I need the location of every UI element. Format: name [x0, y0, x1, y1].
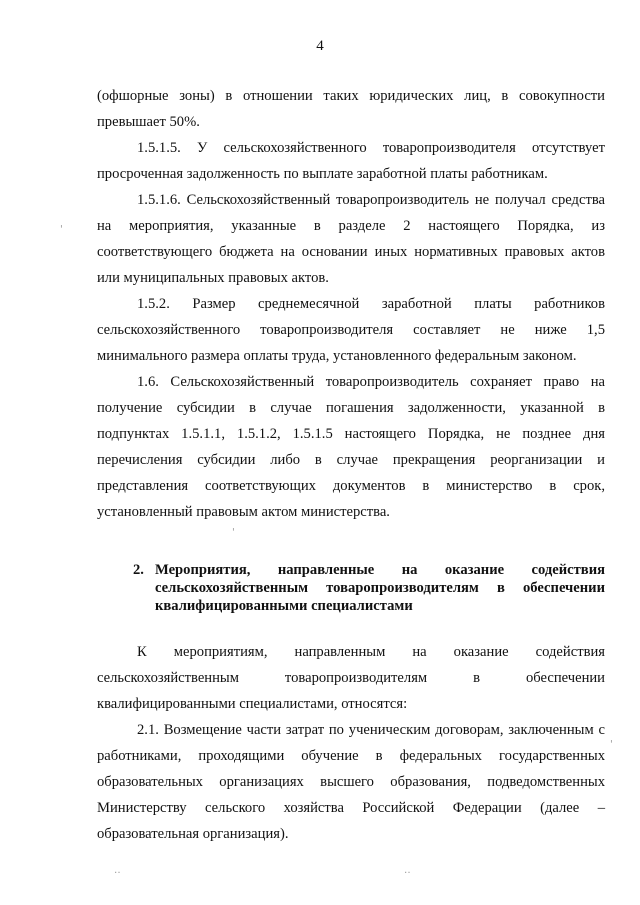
paragraph-1-5-1-6: 1.5.1.6. Сельскохозяйственный товаропроизводитель не получал средства на мероприятия, указанные в разделе 2 настоящего Порядка, из соответствующего бюджета на основании иных нормативных правовых актов или муниципальных правовых актов.	[97, 192, 605, 286]
section-2-title: Мероприятия, направленные на оказание содействия сельскохозяйственным товаропроизводителям в обеспечении квалифицированными специалистами	[155, 562, 605, 614]
paragraph-section-2-intro: К мероприятиям, направленным на оказание содействия сельскохозяйственным товаропроизводителям в обеспечении квалифицированными специалистами, относятся:	[97, 644, 605, 712]
document-body	[97, 83, 605, 847]
paragraph-1-5-2: 1.5.2. Размер среднемесячной заработной платы работников сельскохозяйственного товаропроизводителя составляет не ниже 1,5 минимального размера оплаты труда, установленного федеральным законом.	[97, 296, 605, 364]
paragraph-offshore-continuation: (офшорные зоны) в отношении таких юридических лиц, в совокупности превышает 50%.	[97, 88, 605, 130]
scan-speck: ‥	[114, 865, 121, 876]
scan-speck: '	[610, 739, 613, 750]
page-number: 4	[316, 38, 324, 54]
paragraph-1-5-1-5: 1.5.1.5. У сельскохозяйственного товаропроизводителя отсутствует просроченная задолженность по выплате заработной платы работникам.	[97, 140, 605, 182]
scan-speck: '	[60, 224, 63, 235]
section-2-number: 2.	[133, 562, 144, 578]
paragraph-2-1: 2.1. Возмещение части затрат по ученическим договорам, заключенным с работниками, проходящими обучение в федеральных государственных образовательных организациях высшего образования, подведомственных Министерству сельского хозяйства Российской Федерации (далее – образовательная организация).	[97, 722, 605, 842]
section-2-heading	[97, 561, 605, 615]
scan-speck: ‥	[404, 865, 411, 876]
paragraph-1-6: 1.6. Сельскохозяйственный товаропроизводитель сохраняет право на получение субсидии в случае погашения задолженности, указанной в подпунктах 1.5.1.1, 1.5.1.2, 1.5.1.5 настоящего Порядка, не позднее дня перечисления субсидии либо в случае прекращения реорганизации и представления соответствующих документов в министерство в срок, установленный правовым актом министерства.	[97, 374, 605, 520]
scan-speck: '	[232, 527, 235, 538]
